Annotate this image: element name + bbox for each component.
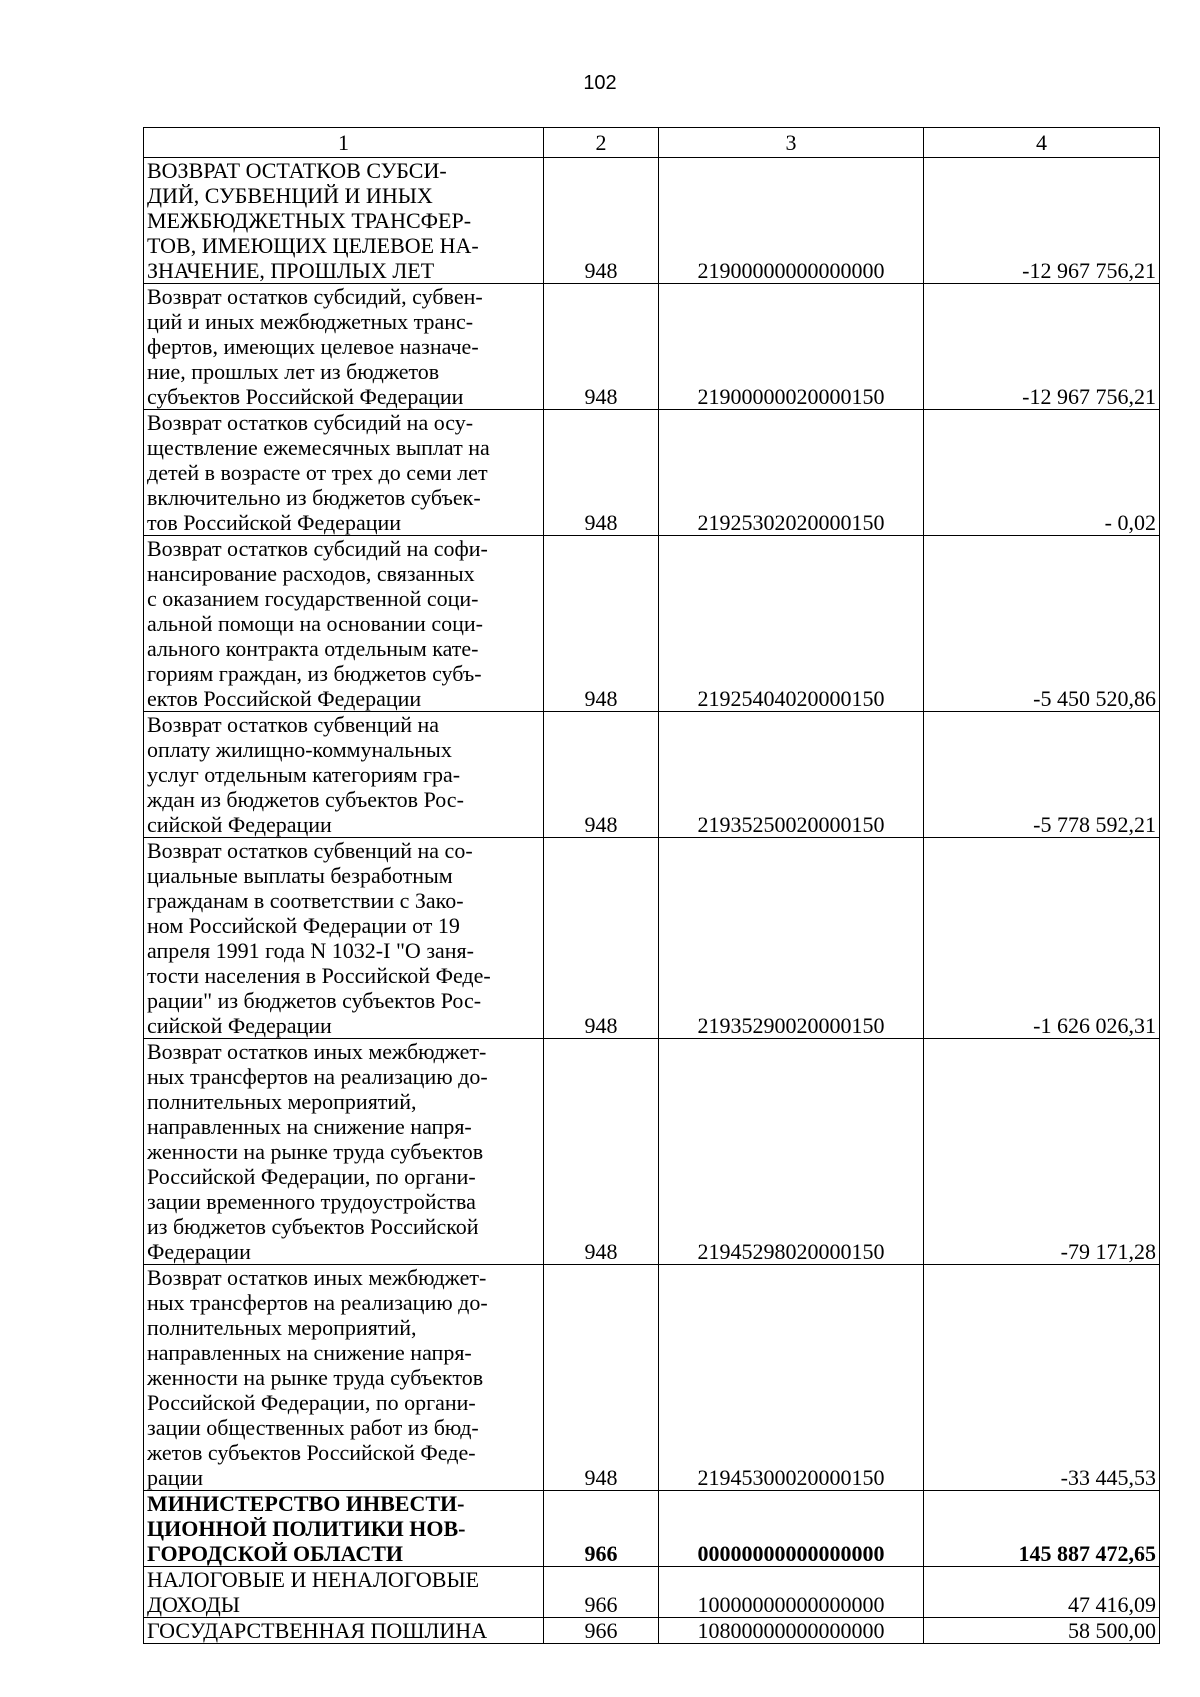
column-header-4: 4 bbox=[924, 128, 1160, 158]
admin-code: 966 bbox=[544, 1567, 659, 1618]
description-line: ждан из бюджетов субъектов Рос- bbox=[147, 787, 464, 812]
description-line: детей в возрасте от трех до семи лет bbox=[147, 460, 488, 485]
description-line: ДОХОДЫ bbox=[147, 1592, 240, 1617]
description-line: направленных на снижение напря- bbox=[147, 1114, 472, 1139]
column-header-1: 1 bbox=[144, 128, 544, 158]
admin-code: 948 bbox=[544, 410, 659, 536]
budget-classification-code: 21900000020000150 bbox=[659, 284, 924, 410]
table-row bbox=[144, 712, 1160, 838]
description-line: МЕЖБЮДЖЕТНЫХ ТРАНСФЕР- bbox=[147, 208, 472, 233]
description-line: сийской Федерации bbox=[147, 1013, 332, 1038]
row-description bbox=[144, 1491, 544, 1567]
row-description bbox=[144, 712, 544, 838]
description-line: циальные выплаты безработным bbox=[147, 863, 453, 888]
budget-classification-code: 10000000000000000 bbox=[659, 1567, 924, 1618]
budget-classification-code: 21900000000000000 bbox=[659, 158, 924, 284]
amount: -33 445,53 bbox=[924, 1265, 1160, 1491]
budget-classification-code: 21935250020000150 bbox=[659, 712, 924, 838]
description-line: оплату жилищно-коммунальных bbox=[147, 737, 452, 762]
row-description bbox=[144, 1567, 544, 1618]
description-line: альной помощи на основании соци- bbox=[147, 611, 483, 636]
description-line: ВОЗВРАТ ОСТАТКОВ СУБСИ- bbox=[147, 158, 447, 183]
description-line: ДИЙ, СУБВЕНЦИЙ И ИНЫХ bbox=[147, 183, 433, 208]
budget-classification-code: 21925404020000150 bbox=[659, 536, 924, 712]
amount: 47 416,09 bbox=[924, 1567, 1160, 1618]
description-line: Федерации bbox=[147, 1239, 251, 1264]
description-line: ных трансфертов на реализацию до- bbox=[147, 1064, 488, 1089]
budget-table bbox=[143, 127, 1160, 1644]
description-line: Возврат остатков иных межбюджет- bbox=[147, 1039, 487, 1064]
description-line: гориям граждан, из бюджетов субъ- bbox=[147, 661, 482, 686]
table-row bbox=[144, 1567, 1160, 1618]
description-line: ального контракта отдельным кате- bbox=[147, 636, 479, 661]
budget-classification-code: 21935290020000150 bbox=[659, 838, 924, 1039]
description-line: Российской Федерации, по органи- bbox=[147, 1390, 476, 1415]
description-line: рации bbox=[147, 1465, 204, 1490]
budget-classification-code: 10800000000000000 bbox=[659, 1618, 924, 1644]
description-line: Возврат остатков субсидий на осу- bbox=[147, 410, 474, 435]
description-line: полнительных мероприятий, bbox=[147, 1089, 417, 1114]
row-description bbox=[144, 1618, 544, 1644]
description-line: гражданам в соответствии с Зако- bbox=[147, 888, 464, 913]
description-line: жетов субъектов Российской Феде- bbox=[147, 1440, 476, 1465]
description-line: направленных на снижение напря- bbox=[147, 1340, 472, 1365]
description-line: НАЛОГОВЫЕ И НЕНАЛОГОВЫЕ bbox=[147, 1567, 480, 1592]
budget-classification-code: 21945298020000150 bbox=[659, 1039, 924, 1265]
column-header-3: 3 bbox=[659, 128, 924, 158]
description-line: ществление ежемесячных выплат на bbox=[147, 435, 490, 460]
table-row bbox=[144, 1039, 1160, 1265]
admin-code: 948 bbox=[544, 712, 659, 838]
budget-classification-code: 00000000000000000 bbox=[659, 1491, 924, 1567]
description-line: Возврат остатков субсидий на софи- bbox=[147, 536, 488, 561]
description-line: с оказанием государственной соци- bbox=[147, 586, 479, 611]
description-line: зации общественных работ из бюд- bbox=[147, 1415, 479, 1440]
amount: -12 967 756,21 bbox=[924, 158, 1160, 284]
admin-code: 948 bbox=[544, 536, 659, 712]
table-row bbox=[144, 158, 1160, 284]
table-row bbox=[144, 838, 1160, 1039]
description-line: Возврат остатков субсидий, субвен- bbox=[147, 284, 483, 309]
description-line: женности на рынке труда субъектов bbox=[147, 1365, 484, 1390]
budget-classification-code: 21945300020000150 bbox=[659, 1265, 924, 1491]
description-line: субъектов Российской Федерации bbox=[147, 384, 464, 409]
description-line: ектов Российской Федерации bbox=[147, 686, 422, 711]
description-line: женности на рынке труда субъектов bbox=[147, 1139, 484, 1164]
row-description bbox=[144, 838, 544, 1039]
admin-code: 948 bbox=[544, 284, 659, 410]
amount: 58 500,00 bbox=[924, 1618, 1160, 1644]
header-row bbox=[144, 128, 1160, 158]
row-description bbox=[144, 536, 544, 712]
description-line: ТОВ, ИМЕЮЩИХ ЦЕЛЕВОЕ НА- bbox=[147, 233, 479, 258]
row-description bbox=[144, 1039, 544, 1265]
description-line: Российской Федерации, по органи- bbox=[147, 1164, 476, 1189]
description-line: услуг отдельным категориям гра- bbox=[147, 762, 461, 787]
description-line: МИНИСТЕРСТВО ИНВЕСТИ- bbox=[147, 1491, 465, 1516]
amount: - 0,02 bbox=[924, 410, 1160, 536]
description-line: рации" из бюджетов субъектов Рос- bbox=[147, 988, 482, 1013]
description-line: зации временного трудоустройства bbox=[147, 1189, 476, 1214]
description-line: Возврат остатков субвенций на со- bbox=[147, 838, 473, 863]
table-row bbox=[144, 284, 1160, 410]
description-line: сийской Федерации bbox=[147, 812, 332, 837]
description-line: ГОСУДАРСТВЕННАЯ ПОШЛИНА bbox=[147, 1618, 488, 1643]
description-line: ЦИОННОЙ ПОЛИТИКИ НОВ- bbox=[147, 1516, 466, 1541]
row-description bbox=[144, 410, 544, 536]
amount: -1 626 026,31 bbox=[924, 838, 1160, 1039]
amount: -79 171,28 bbox=[924, 1039, 1160, 1265]
description-line: фертов, имеющих целевое назначе- bbox=[147, 334, 479, 359]
admin-code: 948 bbox=[544, 158, 659, 284]
page-number: 102 bbox=[583, 72, 617, 94]
column-header-2: 2 bbox=[544, 128, 659, 158]
description-line: полнительных мероприятий, bbox=[147, 1315, 417, 1340]
amount: -5 450 520,86 bbox=[924, 536, 1160, 712]
description-line: нансирование расходов, связанных bbox=[147, 561, 475, 586]
admin-code: 966 bbox=[544, 1618, 659, 1644]
admin-code: 948 bbox=[544, 1039, 659, 1265]
admin-code: 966 bbox=[544, 1491, 659, 1567]
description-line: тов Российской Федерации bbox=[147, 510, 402, 535]
description-line: ние, прошлых лет из бюджетов bbox=[147, 359, 440, 384]
description-line: включительно из бюджетов субъек- bbox=[147, 485, 481, 510]
amount: -5 778 592,21 bbox=[924, 712, 1160, 838]
table-row bbox=[144, 1265, 1160, 1491]
amount: -12 967 756,21 bbox=[924, 284, 1160, 410]
budget-classification-code: 21925302020000150 bbox=[659, 410, 924, 536]
table-body bbox=[144, 158, 1160, 1644]
table-row bbox=[144, 1491, 1160, 1567]
row-description bbox=[144, 1265, 544, 1491]
amount: 145 887 472,65 bbox=[924, 1491, 1160, 1567]
admin-code: 948 bbox=[544, 1265, 659, 1491]
description-line: ном Российской Федерации от 19 bbox=[147, 913, 460, 938]
table-row bbox=[144, 536, 1160, 712]
row-description bbox=[144, 158, 544, 284]
description-line: ных трансфертов на реализацию до- bbox=[147, 1290, 488, 1315]
table-row bbox=[144, 1618, 1160, 1644]
description-line: Возврат остатков иных межбюджет- bbox=[147, 1265, 487, 1290]
description-line: ГОРОДСКОЙ ОБЛАСТИ bbox=[147, 1541, 404, 1566]
table-row bbox=[144, 410, 1160, 536]
description-line: тости населения в Российской Феде- bbox=[147, 963, 491, 988]
table-header bbox=[144, 128, 1160, 158]
description-line: апреля 1991 года N 1032-I "О заня- bbox=[147, 938, 474, 963]
description-line: из бюджетов субъектов Российской bbox=[147, 1214, 479, 1239]
row-description bbox=[144, 284, 544, 410]
admin-code: 948 bbox=[544, 838, 659, 1039]
description-line: Возврат остатков субвенций на bbox=[147, 712, 440, 737]
description-line: ций и иных межбюджетных транс- bbox=[147, 309, 474, 334]
description-line: ЗНАЧЕНИЕ, ПРОШЛЫХ ЛЕТ bbox=[147, 258, 435, 283]
